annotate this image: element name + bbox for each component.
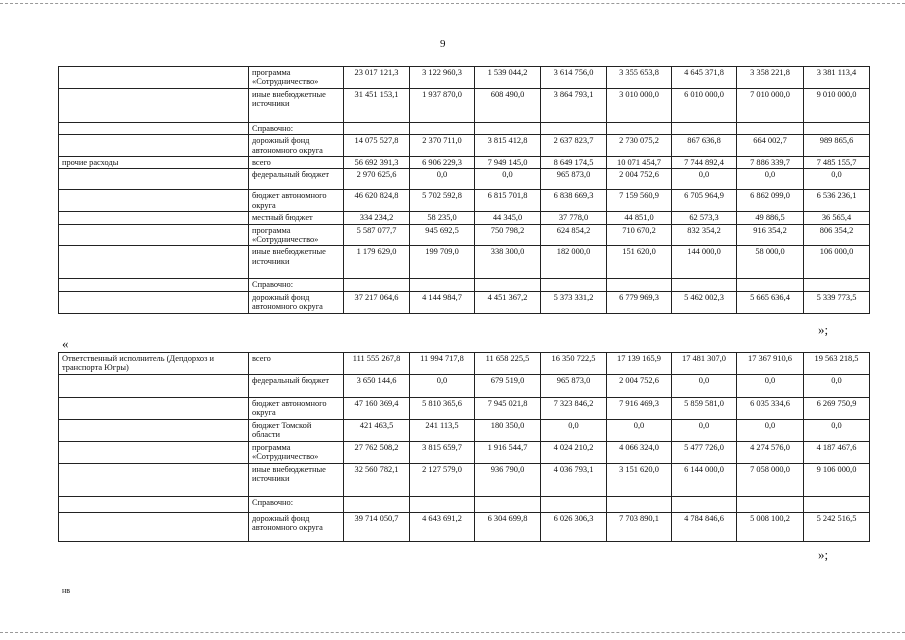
table-row — [59, 190, 870, 212]
value-cell: 32 560 782,1 — [344, 463, 410, 496]
value-cell: 5 242 516,5 — [804, 512, 870, 541]
value-cell: 0,0 — [475, 169, 541, 190]
value-cell — [475, 279, 541, 291]
value-cell — [672, 496, 737, 512]
row-label-cell — [59, 291, 249, 313]
row-label-cell — [59, 122, 249, 134]
funding-source-cell: программа «Сотрудничество» — [249, 224, 344, 246]
value-cell: 47 160 369,4 — [344, 397, 410, 419]
row-label-cell — [59, 279, 249, 291]
row-label-cell — [59, 441, 249, 463]
value-cell: 106 000,0 — [804, 246, 870, 279]
table-row — [59, 291, 870, 313]
row-label-cell — [59, 67, 249, 89]
value-cell: 10 071 454,7 — [607, 157, 672, 169]
value-cell — [541, 496, 607, 512]
value-cell: 4 066 324,0 — [607, 441, 672, 463]
value-cell — [344, 496, 410, 512]
value-cell: 3 355 653,8 — [607, 67, 672, 89]
value-cell: 58 000,0 — [737, 246, 804, 279]
value-cell: 334 234,2 — [344, 212, 410, 224]
value-cell: 4 187 467,6 — [804, 441, 870, 463]
funding-source-cell: дорожный фонд автономного округа — [249, 135, 344, 157]
funding-source-cell: Справочно: — [249, 122, 344, 134]
row-label-cell — [59, 512, 249, 541]
value-cell: 1 916 544,7 — [475, 441, 541, 463]
row-label-cell — [59, 463, 249, 496]
value-cell: 0,0 — [804, 169, 870, 190]
value-cell: 832 354,2 — [672, 224, 737, 246]
value-cell: 44 851,0 — [607, 212, 672, 224]
value-cell: 2 370 711,0 — [410, 135, 475, 157]
value-cell: 62 573,3 — [672, 212, 737, 224]
value-cell: 0,0 — [607, 419, 672, 441]
table-row — [59, 374, 870, 397]
row-label-cell — [59, 374, 249, 397]
funding-source-cell: иные внебюджетные источники — [249, 463, 344, 496]
value-cell: 180 350,0 — [475, 419, 541, 441]
funding-source-cell: бюджет автономного округа — [249, 397, 344, 419]
value-cell: 936 790,0 — [475, 463, 541, 496]
value-cell — [410, 279, 475, 291]
value-cell: 6 144 000,0 — [672, 463, 737, 496]
value-cell: 5 008 100,2 — [737, 512, 804, 541]
value-cell: 17 481 307,0 — [672, 353, 737, 375]
value-cell: 7 886 339,7 — [737, 157, 804, 169]
value-cell: 49 886,5 — [737, 212, 804, 224]
funding-source-cell: бюджет Томской области — [249, 419, 344, 441]
funding-source-cell: дорожный фонд автономного округа — [249, 512, 344, 541]
value-cell: 867 636,8 — [672, 135, 737, 157]
value-cell: 338 300,0 — [475, 246, 541, 279]
value-cell: 17 139 165,9 — [607, 353, 672, 375]
value-cell: 6 705 964,9 — [672, 190, 737, 212]
funding-source-cell: программа «Сотрудничество» — [249, 441, 344, 463]
funding-source-cell: всего — [249, 353, 344, 375]
value-cell: 7 485 155,7 — [804, 157, 870, 169]
table-row — [59, 169, 870, 190]
value-cell: 182 000,0 — [541, 246, 607, 279]
value-cell: 945 692,5 — [410, 224, 475, 246]
value-cell: 3 358 221,8 — [737, 67, 804, 89]
value-cell: 4 144 984,7 — [410, 291, 475, 313]
row-label-cell — [59, 135, 249, 157]
value-cell: 1 179 629,0 — [344, 246, 410, 279]
row-label-cell — [59, 246, 249, 279]
value-cell: 46 620 824,8 — [344, 190, 410, 212]
value-cell: 27 762 508,2 — [344, 441, 410, 463]
value-cell: 7 159 560,9 — [607, 190, 672, 212]
funding-source-cell: Справочно: — [249, 496, 344, 512]
value-cell: 0,0 — [672, 374, 737, 397]
table-row — [59, 67, 870, 89]
value-cell: 0,0 — [672, 169, 737, 190]
value-cell: 5 665 636,4 — [737, 291, 804, 313]
row-label-cell — [59, 169, 249, 190]
value-cell: 14 075 527,8 — [344, 135, 410, 157]
row-label-cell — [59, 212, 249, 224]
value-cell — [737, 496, 804, 512]
value-cell: 2 970 625,6 — [344, 169, 410, 190]
value-cell: 6 862 099,0 — [737, 190, 804, 212]
value-cell: 679 519,0 — [475, 374, 541, 397]
value-cell: 37 778,0 — [541, 212, 607, 224]
value-cell — [804, 122, 870, 134]
value-cell: 111 555 267,8 — [344, 353, 410, 375]
value-cell: 199 709,0 — [410, 246, 475, 279]
value-cell: 6 304 699,8 — [475, 512, 541, 541]
value-cell: 17 367 910,6 — [737, 353, 804, 375]
table-row — [59, 212, 870, 224]
table-row — [59, 441, 870, 463]
value-cell: 710 670,2 — [607, 224, 672, 246]
table-row — [59, 353, 870, 375]
value-cell: 2 637 823,7 — [541, 135, 607, 157]
value-cell: 3 815 659,7 — [410, 441, 475, 463]
value-cell — [672, 122, 737, 134]
top-edge-line — [0, 3, 905, 4]
value-cell — [607, 496, 672, 512]
value-cell: 1 937 870,0 — [410, 88, 475, 122]
value-cell: 7 916 469,3 — [607, 397, 672, 419]
table-row — [59, 88, 870, 122]
value-cell: 144 000,0 — [672, 246, 737, 279]
value-cell: 16 350 722,5 — [541, 353, 607, 375]
funding-source-cell: федеральный бюджет — [249, 374, 344, 397]
row-label-cell: Ответственный исполнитель (Депдорхоз и транспорта Югры) — [59, 353, 249, 375]
value-cell: 11 658 225,5 — [475, 353, 541, 375]
value-cell: 608 490,0 — [475, 88, 541, 122]
row-label-cell — [59, 190, 249, 212]
value-cell: 624 854,2 — [541, 224, 607, 246]
value-cell: 7 744 892,4 — [672, 157, 737, 169]
value-cell: 7 323 846,2 — [541, 397, 607, 419]
value-cell: 56 692 391,3 — [344, 157, 410, 169]
value-cell: 19 563 218,5 — [804, 353, 870, 375]
value-cell: 5 702 592,8 — [410, 190, 475, 212]
page-number: 9 — [440, 38, 446, 50]
value-cell: 4 274 576,0 — [737, 441, 804, 463]
value-cell: 241 113,5 — [410, 419, 475, 441]
value-cell — [804, 496, 870, 512]
table-row — [59, 122, 870, 134]
value-cell: 31 451 153,1 — [344, 88, 410, 122]
value-cell — [410, 496, 475, 512]
value-cell: 5 462 002,3 — [672, 291, 737, 313]
value-cell: 2 730 075,2 — [607, 135, 672, 157]
value-cell: 36 565,4 — [804, 212, 870, 224]
table-row — [59, 512, 870, 541]
value-cell: 6 269 750,9 — [804, 397, 870, 419]
row-label-cell — [59, 419, 249, 441]
table-row — [59, 463, 870, 496]
value-cell: 6 536 236,1 — [804, 190, 870, 212]
value-cell: 9 010 000,0 — [804, 88, 870, 122]
value-cell: 4 451 367,2 — [475, 291, 541, 313]
value-cell: 8 649 174,5 — [541, 157, 607, 169]
budget-table-top — [58, 66, 870, 314]
row-label-cell — [59, 496, 249, 512]
value-cell — [804, 279, 870, 291]
value-cell: 6 026 306,3 — [541, 512, 607, 541]
value-cell: 806 354,2 — [804, 224, 870, 246]
value-cell: 6 035 334,6 — [737, 397, 804, 419]
row-label-cell — [59, 397, 249, 419]
table-row — [59, 496, 870, 512]
opening-quote: « — [62, 336, 69, 351]
value-cell: 2 004 752,6 — [607, 169, 672, 190]
value-cell: 0,0 — [737, 374, 804, 397]
value-cell: 5 587 077,7 — [344, 224, 410, 246]
value-cell: 3 381 113,4 — [804, 67, 870, 89]
value-cell: 0,0 — [410, 169, 475, 190]
value-cell: 0,0 — [672, 419, 737, 441]
value-cell: 44 345,0 — [475, 212, 541, 224]
value-cell — [344, 122, 410, 134]
value-cell — [737, 122, 804, 134]
value-cell: 3 122 960,3 — [410, 67, 475, 89]
value-cell: 4 024 210,2 — [541, 441, 607, 463]
footer-initials: нв — [62, 586, 71, 595]
value-cell — [344, 279, 410, 291]
value-cell — [607, 279, 672, 291]
value-cell: 5 810 365,6 — [410, 397, 475, 419]
value-cell: 3 151 620,0 — [607, 463, 672, 496]
funding-source-cell: дорожный фонд автономного округа — [249, 291, 344, 313]
table-row — [59, 419, 870, 441]
closing-quote-top: »; — [818, 322, 829, 337]
value-cell — [475, 122, 541, 134]
value-cell: 4 036 793,1 — [541, 463, 607, 496]
value-cell: 7 949 145,0 — [475, 157, 541, 169]
table-row — [59, 397, 870, 419]
value-cell: 6 010 000,0 — [672, 88, 737, 122]
value-cell: 9 106 000,0 — [804, 463, 870, 496]
value-cell: 0,0 — [804, 374, 870, 397]
table-row — [59, 135, 870, 157]
value-cell — [475, 496, 541, 512]
value-cell: 3 815 412,8 — [475, 135, 541, 157]
value-cell — [607, 122, 672, 134]
value-cell: 750 798,2 — [475, 224, 541, 246]
bottom-edge-line — [0, 632, 905, 633]
value-cell: 965 873,0 — [541, 169, 607, 190]
row-label-cell — [59, 88, 249, 122]
funding-source-cell: иные внебюджетные источники — [249, 88, 344, 122]
value-cell: 5 373 331,2 — [541, 291, 607, 313]
value-cell: 3 864 793,1 — [541, 88, 607, 122]
value-cell: 989 865,6 — [804, 135, 870, 157]
value-cell: 0,0 — [410, 374, 475, 397]
value-cell: 2 127 579,0 — [410, 463, 475, 496]
budget-table-bottom — [58, 352, 870, 542]
value-cell: 37 217 064,6 — [344, 291, 410, 313]
funding-source-cell: федеральный бюджет — [249, 169, 344, 190]
value-cell: 6 838 669,3 — [541, 190, 607, 212]
value-cell: 421 463,5 — [344, 419, 410, 441]
funding-source-cell: программа «Сотрудничество» — [249, 67, 344, 89]
value-cell: 39 714 050,7 — [344, 512, 410, 541]
value-cell: 151 620,0 — [607, 246, 672, 279]
value-cell: 965 873,0 — [541, 374, 607, 397]
value-cell: 5 859 581,0 — [672, 397, 737, 419]
value-cell: 664 002,7 — [737, 135, 804, 157]
value-cell: 6 815 701,8 — [475, 190, 541, 212]
value-cell: 0,0 — [804, 419, 870, 441]
table-row — [59, 246, 870, 279]
closing-quote-bottom: »; — [818, 547, 829, 562]
value-cell: 3 614 756,0 — [541, 67, 607, 89]
value-cell: 6 779 969,3 — [607, 291, 672, 313]
value-cell: 4 645 371,8 — [672, 67, 737, 89]
value-cell — [672, 279, 737, 291]
table-row — [59, 157, 870, 169]
funding-source-cell: местный бюджет — [249, 212, 344, 224]
table-row — [59, 279, 870, 291]
value-cell: 7 945 021,8 — [475, 397, 541, 419]
value-cell: 3 650 144,6 — [344, 374, 410, 397]
value-cell: 7 058 000,0 — [737, 463, 804, 496]
value-cell: 7 703 890,1 — [607, 512, 672, 541]
value-cell: 5 477 726,0 — [672, 441, 737, 463]
value-cell — [737, 279, 804, 291]
value-cell: 916 354,2 — [737, 224, 804, 246]
value-cell: 0,0 — [541, 419, 607, 441]
value-cell: 4 643 691,2 — [410, 512, 475, 541]
funding-source-cell: всего — [249, 157, 344, 169]
value-cell: 11 994 717,8 — [410, 353, 475, 375]
row-label-cell — [59, 224, 249, 246]
funding-source-cell: иные внебюджетные источники — [249, 246, 344, 279]
value-cell: 0,0 — [737, 419, 804, 441]
row-label-cell: прочие расходы — [59, 157, 249, 169]
value-cell — [541, 279, 607, 291]
value-cell: 23 017 121,3 — [344, 67, 410, 89]
value-cell: 2 004 752,6 — [607, 374, 672, 397]
value-cell: 7 010 000,0 — [737, 88, 804, 122]
value-cell — [410, 122, 475, 134]
value-cell: 58 235,0 — [410, 212, 475, 224]
value-cell: 3 010 000,0 — [607, 88, 672, 122]
table-row — [59, 224, 870, 246]
value-cell: 1 539 044,2 — [475, 67, 541, 89]
value-cell — [541, 122, 607, 134]
value-cell: 5 339 773,5 — [804, 291, 870, 313]
funding-source-cell: бюджет автономного округа — [249, 190, 344, 212]
value-cell: 4 784 846,6 — [672, 512, 737, 541]
funding-source-cell: Справочно: — [249, 279, 344, 291]
value-cell: 6 906 229,3 — [410, 157, 475, 169]
value-cell: 0,0 — [737, 169, 804, 190]
